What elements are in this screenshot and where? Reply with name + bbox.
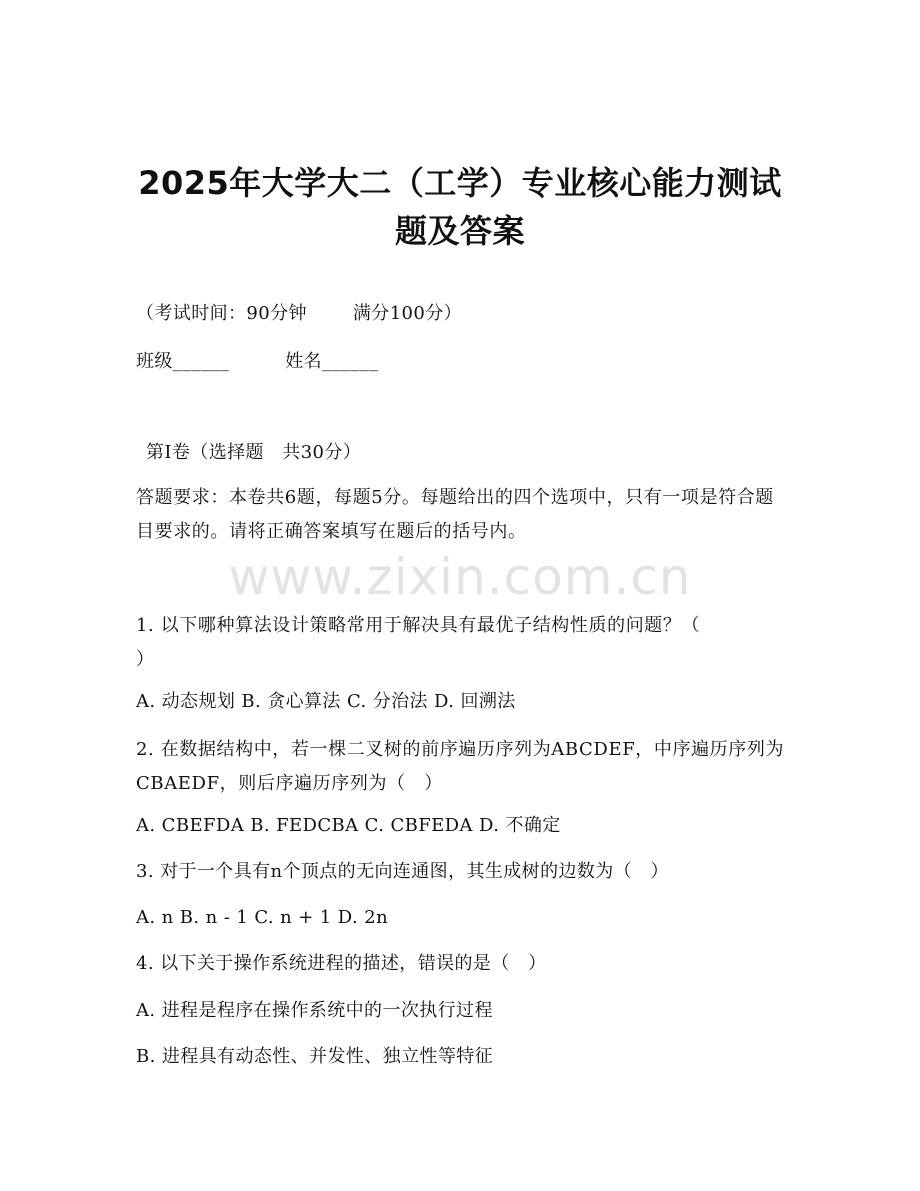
section-instructions: 答题要求：本卷共6题，每题5分。每题给出的四个选项中，只有一项是符合题目要求的。请将正确答案填写在题后的括号内。 (136, 487, 774, 542)
watermark: www.zixin.com.cn (228, 548, 692, 606)
student-info (136, 348, 378, 376)
question-1-stem: 1. 以下哪种算法设计策略常用于解决具有最优子结构性质的问题？（ ） (136, 615, 701, 670)
question-3-options: A. n B. n - 1 C. n + 1 D. 2n (136, 907, 389, 928)
exam-time: （考试时间：90分钟 (136, 303, 307, 324)
document-title-line-2: 题及答案 (394, 212, 525, 250)
question-4-stem: 4. 以下关于操作系统进程的描述，错误的是（ ） (136, 953, 547, 974)
exam-info (136, 300, 462, 328)
exam-full-score: 满分100分） (352, 303, 463, 324)
question-1-options: A. 动态规划 B. 贪心算法 C. 分治法 D. 回溯法 (136, 691, 516, 712)
question-4-option-a: A. 进程是程序在操作系统中的一次执行过程 (136, 1000, 493, 1021)
question-3-stem: 3. 对于一个具有n个顶点的无向连通图，其生成树的边数为（ ） (136, 861, 669, 882)
class-field-label: 班级______ (136, 351, 230, 372)
name-field-label: 姓名______ (285, 351, 379, 372)
question-2-options: A. CBEFDA B. FEDCBA C. CBFEDA D. 不确定 (136, 815, 561, 836)
question-2-stem: 2. 在数据结构中，若一棵二叉树的前序遍历序列为ABCDEF，中序遍历序列为CBAEDF，则后序遍历序列为（ ） (136, 739, 785, 794)
question-4-option-b: B. 进程具有动态性、并发性、独立性等特征 (136, 1046, 494, 1067)
document-title-line-1: 2025年大学大二（工学）专业核心能力测试 (138, 164, 782, 202)
section-heading: 第Ⅰ卷（选择题 共30分） (146, 442, 362, 463)
